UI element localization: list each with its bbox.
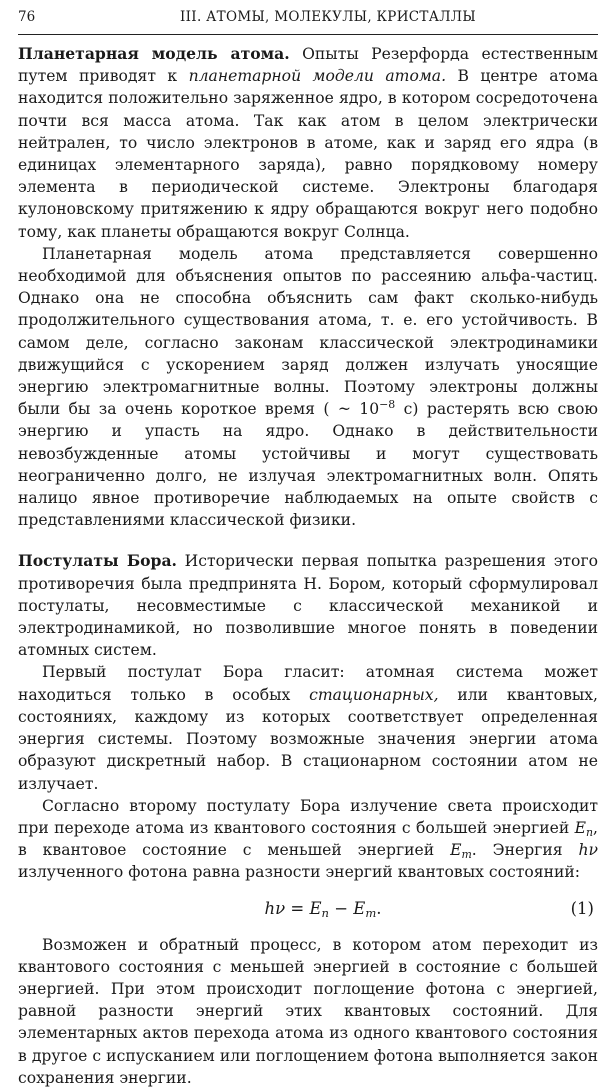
term-stationary: стационарных,	[309, 685, 439, 704]
paragraph-bohr-2: Первый постулат Бора гласит: атомная система может находиться только в особых стационарных, или квантовых, состояниях, каждому из которых соответствует определенная энергия системы. Поэтому возможные значения энергии атома образуют дискретный набор. В стационарном состоянии атом не излучает.	[18, 663, 599, 793]
paragraph-bohr-4: Возможен и обратный процесс, в котором атом переходит из квантового состояния с меньшей энергией в состояние с большей энергией. При этом происходит поглощение фотона с энергией, равной разности энергий этих квантовых состояний. Для элементарных актов перехода атома из одного квантового состояния в другое с испусканием или поглощением фотона выполняется закон сохранения энергии.	[18, 935, 598, 1087]
term-planetary-model: планетарной модели атома.	[188, 67, 447, 86]
running-head	[18, 0, 598, 35]
equation-expression: $h\nu = E_n - E_m$.	[264, 898, 382, 920]
page-content	[18, 43, 598, 1089]
book-page	[18, 0, 598, 1089]
page-number: 76	[18, 9, 36, 25]
paragraph-planetary-1: Планетарная модель атома. Опыты Резерфорда естественным путем приводят к планетарной модели атома. В центре атома находится положительно заряженное ядро, в котором сосредоточена почти вся масса атома. Так как атом в целом электрически нейтрален, то число электронов в атоме, как и заряд его ядра (в единицах элементарного заряда), равно порядковому номеру элемента в периодической системе. Электроны благодаря кулоновскому притяжению к ядру обращаются вокруг него подобно тому, как планеты обращаются вокруг Солнца.	[18, 44, 598, 241]
section-gap	[18, 531, 598, 550]
chapter-title: III. АТОМЫ, МОЛЕКУЛЫ, КРИСТАЛЛЫ	[180, 9, 476, 25]
paragraph-bohr-3: Согласно второму постулату Бора излучение света происходит при переходе атома из квантового состояния с большей энергией $E_n$, в квантовое состояние с меньшей энергией $E_m$. Энергия hν излученного фотона равна разности энергий квантовых состояний:	[18, 796, 598, 882]
paragraph-planetary-2: Планетарная модель атома представляется совершенно необходимой для объяснения опытов по рассеянию альфа-частиц. Однако она не способна объяснить сам факт сколько-нибудь продолжительного существования атома, т. е. его устойчивость. В самом деле, согласно законам классической электродинамики движущийся с ускорением заряд должен излучать уносящие энергию электромагнитные волны. Поэтому электроны должны были бы за очень короткое время ( ~ $10^{-8}$ с) растерять всю свою энергию и упасть на ядро. Однако в действительности невозбужденные атомы устойчивы и могут существовать неограниченно долго, не излучая электромагнитных волн. Опять налицо явное противоречие наблюдаемых на опыте свойств с представлениями классической физики.	[18, 244, 598, 530]
paragraph-bohr-1: Постулаты Бора. Исторически первая попытка разрешения этого противоречия была предпринята Н. Бором, который сформулировал постулаты, несовместимые с классической механикой и электродинамикой, но позволившие многое понять в поведении атомных систем.	[18, 551, 598, 660]
equation-1	[18, 886, 598, 932]
section-heading-bohr: Постулаты Бора.	[18, 551, 177, 571]
section-heading-planetary: Планетарная модель атома.	[18, 44, 290, 63]
equation-number: (1)	[570, 898, 594, 918]
